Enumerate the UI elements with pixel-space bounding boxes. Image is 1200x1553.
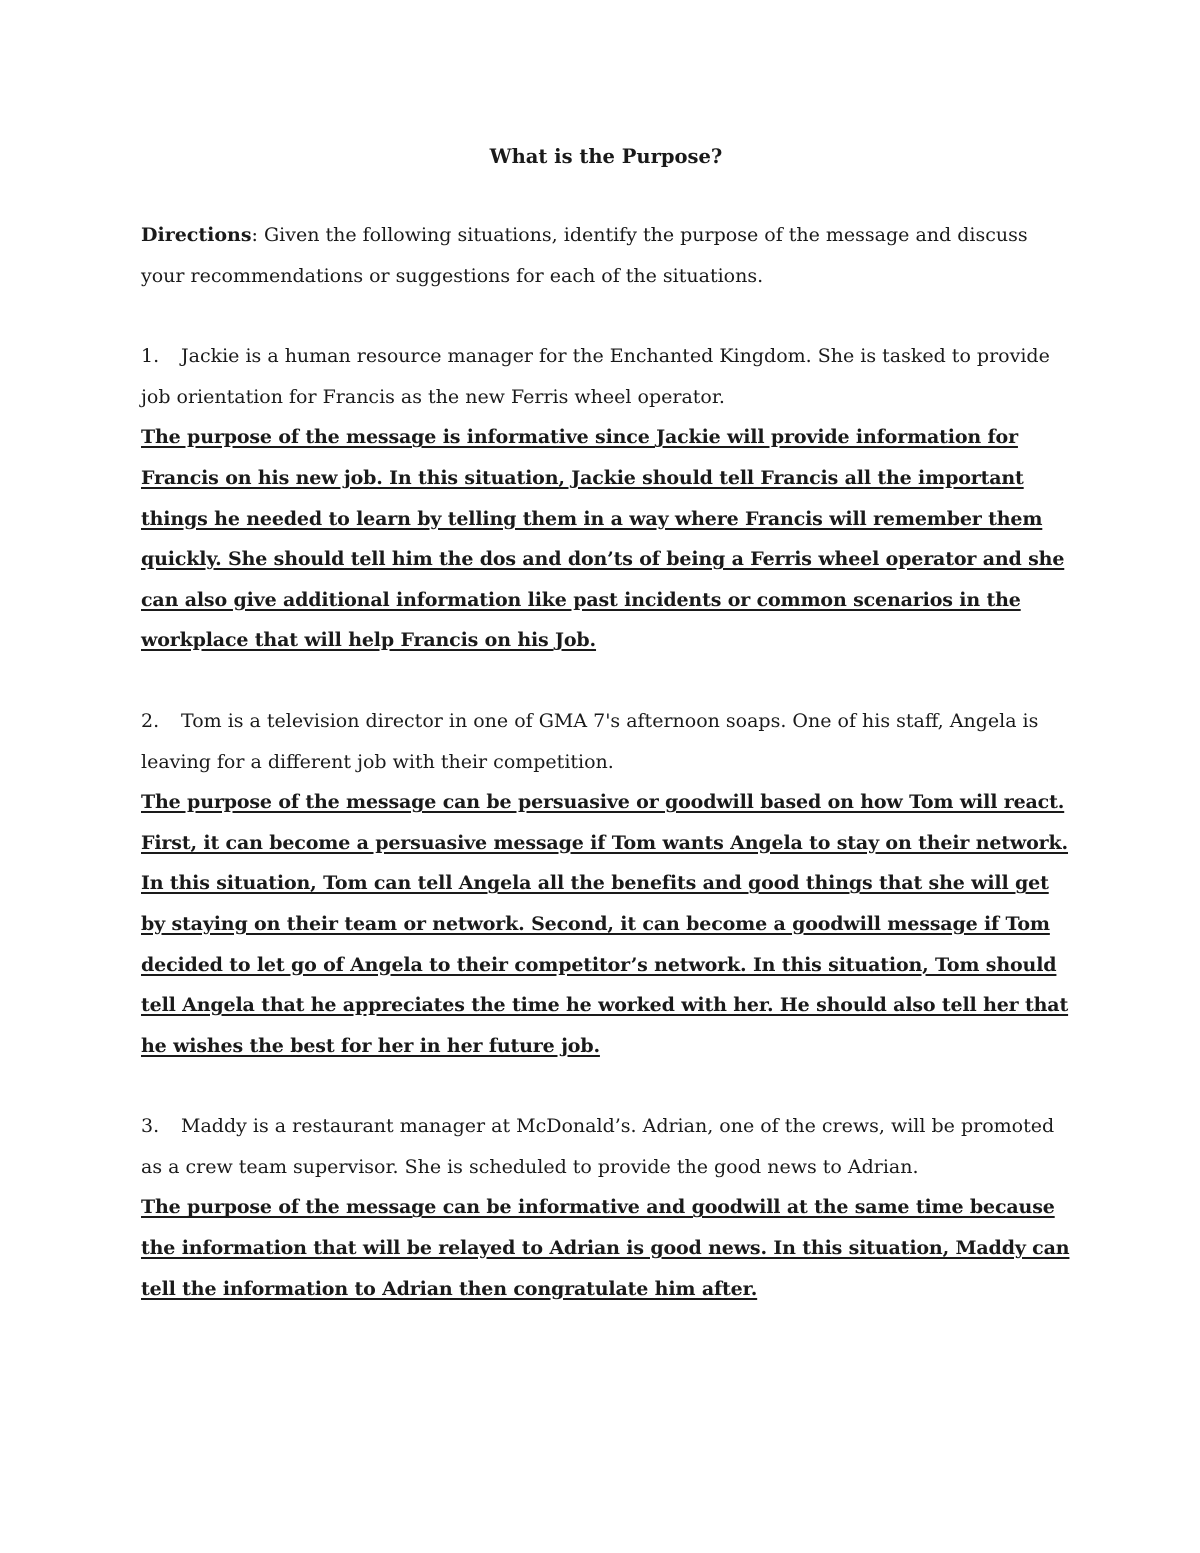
directions-paragraph bbox=[141, 215, 1071, 296]
situation-question bbox=[141, 701, 1071, 782]
situation-question-text: Maddy is a restaurant manager at McDonald’s. Adrian, one of the crews, will be promoted as a crew team supervisor. She is scheduled to provide the good news to Adrian. bbox=[141, 1115, 1055, 1178]
page-title: What is the Purpose? bbox=[489, 145, 723, 168]
situation-number: 1. bbox=[141, 345, 160, 368]
situation-item-1 bbox=[141, 336, 1071, 661]
situation-item-3 bbox=[141, 1106, 1071, 1309]
situation-answer: The purpose of the message can be informative and goodwill at the same time because the information that will be relayed to Adrian is good news. In this situation, Maddy can tell the information to Adrian then congratulate him after. bbox=[141, 1196, 1070, 1300]
situation-question bbox=[141, 1106, 1071, 1187]
directions-label: Directions bbox=[141, 224, 252, 246]
directions-text: : Given the following situations, identify the purpose of the message and discuss your recommendations or suggestions for each of the situations. bbox=[141, 224, 1028, 287]
situation-question bbox=[141, 336, 1071, 417]
document-page bbox=[141, 137, 1071, 1309]
situation-question-text: Tom is a television director in one of GMA 7's afternoon soaps. One of his staff, Angela is leaving for a different job with their competition. bbox=[141, 709, 1039, 773]
situation-number: 2. bbox=[141, 709, 160, 732]
situation-question-text: Jackie is a human resource manager for the Enchanted Kingdom. She is tasked to provide job orientation for Francis as the new Ferris wheel operator. bbox=[141, 345, 1050, 408]
situation-item-2 bbox=[141, 701, 1071, 1066]
situation-number: 3. bbox=[141, 1115, 160, 1138]
situation-answer: The purpose of the message can be persuasive or goodwill based on how Tom will react. First, it can become a persuasive message if Tom wants Angela to stay on their network. In this situation, Tom can tell Angela all the benefits and good things that she will get by staying on their team or network. Second, it can become a goodwill message if Tom decided to let go of Angela to their competitor’s network. In this situation, Tom should tell Angela that he appreciates the time he worked with her. He should also tell her that he wishes the best for her in her future job. bbox=[141, 791, 1069, 1057]
situation-answer: The purpose of the message is informative since Jackie will provide information for Francis on his new job. In this situation, Jackie should tell Francis all the important things he needed to learn by telling them in a way where Francis will remember them quickly. She should tell him the dos and don’ts of being a Ferris wheel operator and she can also give additional information like past incidents or common scenarios in the workplace that will help Francis on his Job. bbox=[141, 426, 1065, 652]
